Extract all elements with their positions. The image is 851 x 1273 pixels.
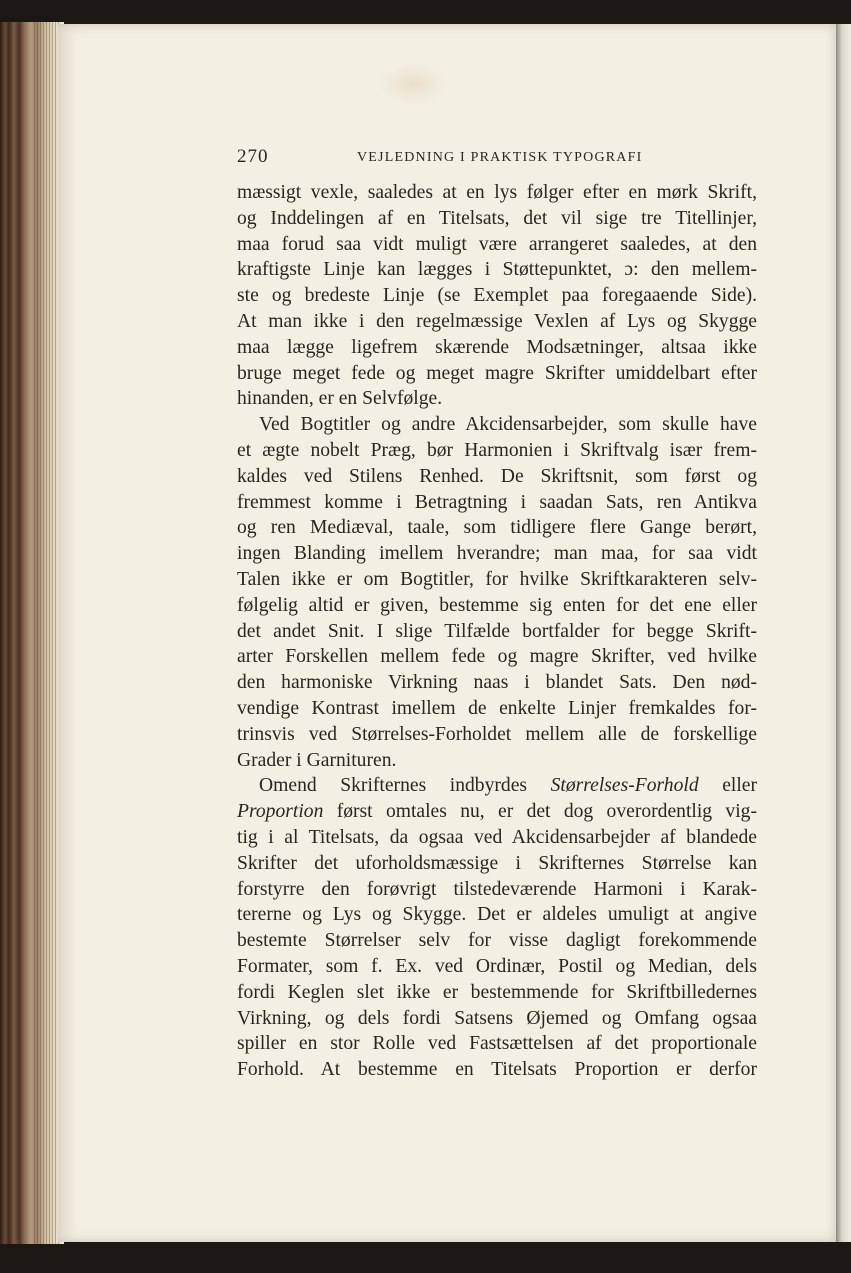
text-line: trinsvis ved Størrelses-Forholdet mellem alle de forskellige <box>237 723 757 745</box>
text-segment: først omtales nu, er det dog overordentlig vig- <box>323 801 757 823</box>
text-line: Talen ikke er om Bogtitler, for hvilke Skriftkarakteren selv- <box>237 568 757 590</box>
body-text <box>237 180 757 1083</box>
text-line: følgelig altid er given, bestemme sig enten for det ene eller <box>237 594 757 616</box>
italic-term: Proportion <box>237 801 324 823</box>
text-line: Skrifter det uforholdsmæssige i Skrifternes Størrelse kan <box>237 852 757 874</box>
text-line: maa lægge ligefrem skærende Modsætninger, altsaa ikke <box>237 336 757 358</box>
text-line: ste og bredeste Linje (se Exemplet paa foregaaende Side). <box>237 285 757 307</box>
running-title: VEJLEDNING I PRAKTISK TYPOGRAFI <box>357 150 643 165</box>
page-edges <box>34 22 60 1244</box>
italic-term: Størrelses-Forhold <box>550 775 699 797</box>
text-line-mixed <box>237 773 757 799</box>
text-line: kaldes ved Stilens Renhed. De Skriftsnit, som først og <box>237 465 757 487</box>
text-line-mixed <box>237 799 757 825</box>
text-line: og ren Mediæval, taale, som tidligere flere Gange berørt, <box>237 517 757 539</box>
text-line: bruge meget fede og meget magre Skrifter umiddelbart efter <box>237 362 757 384</box>
paper-stain <box>378 64 448 104</box>
text-line: bestemte Størrelser selv for visse dagligt forekommende <box>237 930 757 952</box>
text-line: tig i al Titelsats, da ogsaa ved Akcidensarbejder af blandede <box>237 826 757 848</box>
text-line: spiller en stor Rolle ved Fastsættelsen af det proportionale <box>237 1033 757 1055</box>
text-line: fremmest komme i Betragtning i saadan Sats, ren Antikva <box>237 491 757 513</box>
text-line: fordi Keglen slet ikke er bestemmende for Skriftbilledernes <box>237 981 757 1003</box>
text-line: At man ikke i den regelmæssige Vexlen af Lys og Skygge <box>237 310 757 332</box>
text-line: maa forud saa vidt muligt være arrangeret saaledes, at den <box>237 233 757 255</box>
text-line: Virkning, og dels fordi Satsens Øjemed og Omfang ogsaa <box>237 1007 757 1029</box>
text-line: Formater, som f. Ex. ved Ordinær, Postil og Median, dels <box>237 955 757 977</box>
text-line: Grader i Garnituren. <box>237 749 397 771</box>
text-line: mæssigt vexle, saaledes at en lys følger efter en mørk Skrift, <box>237 182 757 203</box>
text-line: hinanden, er en Selvfølge. <box>237 388 443 410</box>
page-right-edge <box>836 24 851 1242</box>
text-line: vendige Kontrast imellem de enkelte Linjer fremkaldes for- <box>237 697 757 719</box>
text-line: ingen Blanding imellem hverandre; man maa, for saa vidt <box>237 543 757 565</box>
text-line: Ved Bogtitler og andre Akcidensarbejder, som skulle have <box>259 414 757 436</box>
text-line: kraftigste Linje kan lægges i Støttepunktet, ɔ: den mellem- <box>237 259 757 281</box>
text-line: et ægte nobelt Præg, bør Harmonien i Skriftvalg især frem- <box>237 439 757 461</box>
text-line: arter Forskellen mellem fede og magre Skrifter, ved hvilke <box>237 646 757 668</box>
text-line: det andet Snit. I slige Tilfælde bortfalder for begge Skrift- <box>237 620 757 642</box>
text-segment: eller <box>698 775 757 797</box>
text-line: Forhold. At bestemme en Titelsats Proportion er derfor <box>237 1059 757 1081</box>
page-number: 270 <box>237 146 269 167</box>
text-line: den harmoniske Virkning naas i blandet Sats. Den nød- <box>237 672 757 694</box>
text-line: tererne og Lys og Skygge. Det er aldeles umuligt at angive <box>237 904 757 926</box>
text-line: forstyrre den forøvrigt tilstedeværende Harmoni i Karak- <box>237 878 757 900</box>
page-header <box>237 146 757 172</box>
text-line: og Inddelingen af en Titelsats, det vil sige tre Titellinjer, <box>237 207 757 229</box>
text-segment: Omend Skrifternes indbyrdes <box>259 775 551 797</box>
